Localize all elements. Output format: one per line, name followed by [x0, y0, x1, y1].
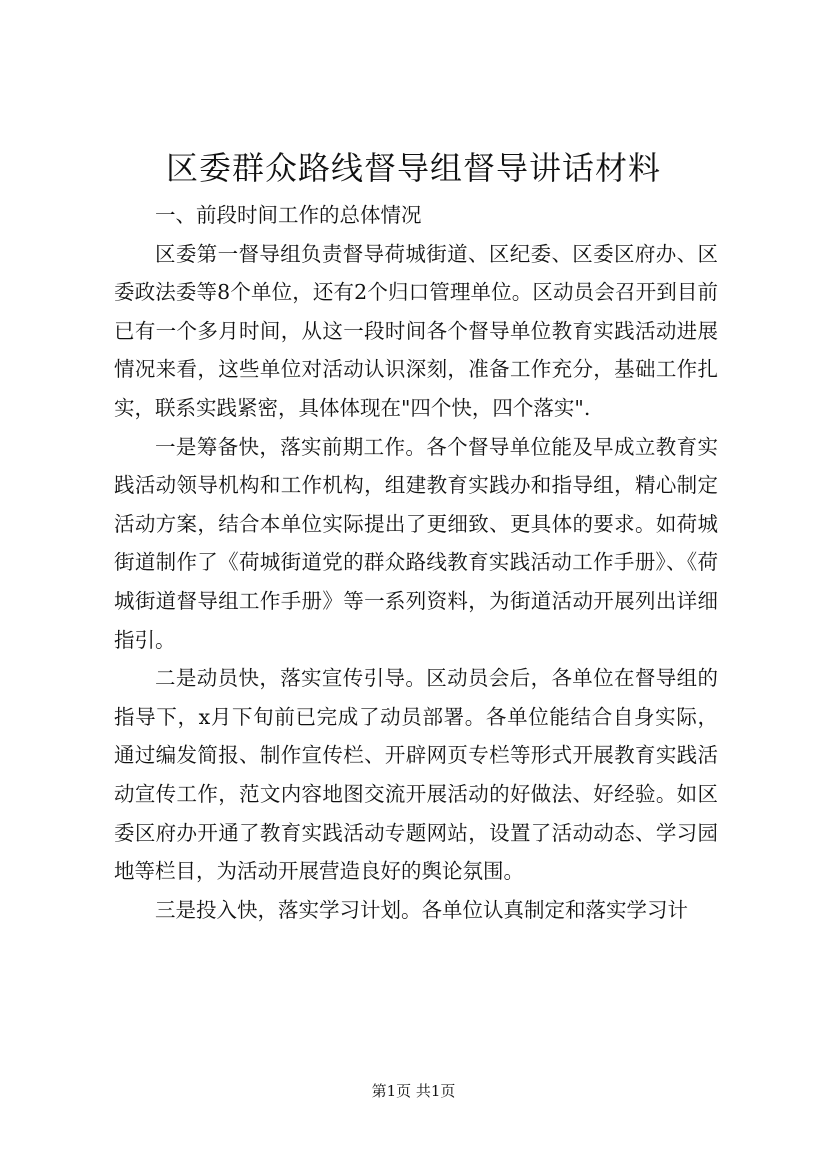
paragraph: 区委第一督导组负责督导荷城街道、区纪委、区委区府办、区委政法委等8个单位，还有2个归口管理单位。区动员会召开到目前已有一个多月时间，从这一段时间各个督导单位教育实践活动进展情况来看，这些单位对活动认识深刻，准备工作充分，基础工作扎实，联系实践紧密，具体体现在"四个快，四个落实". — [114, 241, 718, 420]
document-body — [114, 196, 718, 929]
paragraph: 一是筹备快，落实前期工作。各个督导单位能及早成立教育实践活动领导机构和工作机构，组建教育实践办和指导组，精心制定活动方案，结合本单位实际提出了更细致、更具体的要求。如荷城街道制作了《荷城街道党的群众路线教育实践活动工作手册》、《荷城街道督导组工作手册》等一系列资料，为街道活动开展列出详细指引。 — [114, 434, 718, 652]
paragraph: 三是投入快，落实学习计划。各单位认真制定和落实学习计 — [155, 897, 688, 922]
page-footer: 第1页 共1页 — [371, 1082, 456, 1100]
paragraph: 二是动员快，落实宣传引导。区动员会后，各单位在督导组的指导下，x月下旬前已完成了动员部署。各单位能结合自身实际，通过编发简报、制作宣传栏、开辟网页专栏等形式开展教育实践活动宣传工作，范文内容地图交流开展活动的好做法、好经验。如区委区府办开通了教育实践活动专题网站，设置了活动动态、学习园地等栏目，为活动开展营造良好的舆论氛围。 — [114, 666, 718, 884]
document-title: 区委群众路线督导组督导讲话材料 — [165, 149, 661, 187]
section-heading: 一、前段时间工作的总体情况 — [155, 203, 422, 227]
